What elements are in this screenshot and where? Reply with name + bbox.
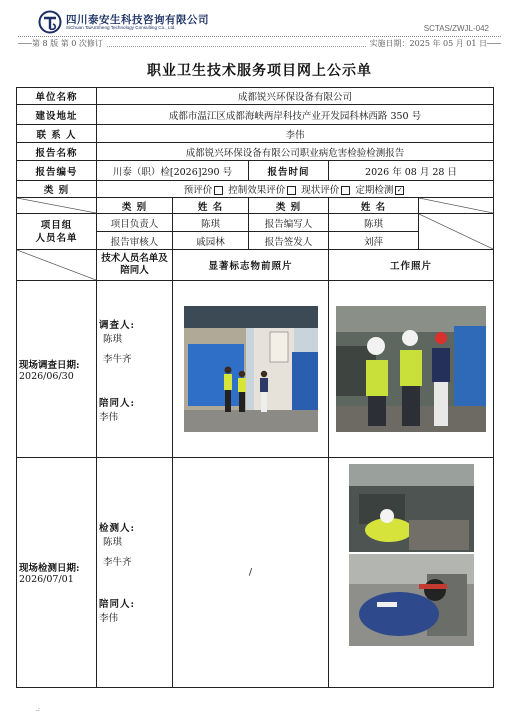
report-name-label: 报告名称 — [17, 143, 97, 161]
investigator-label: 调查人: — [99, 320, 136, 331]
diagonal-cell — [17, 250, 97, 281]
company-logo-icon — [38, 10, 62, 34]
category-options — [97, 181, 494, 198]
company-name-en: SiChuan TaiAnSheng Technology Consulting Co., Ltd. — [66, 25, 176, 30]
inspector-name: 李牛齐 — [103, 557, 132, 568]
team-name: 陈琪 — [173, 214, 249, 232]
revision-line — [18, 38, 501, 49]
category-option-periodic: 定期检测 ✓ — [355, 185, 403, 196]
team-name: 陈琪 — [329, 214, 419, 232]
team-role: 项目负责人 — [97, 214, 173, 232]
work-photo — [349, 464, 474, 552]
report-time-value: 2026 年 08 月 28 日 — [329, 161, 494, 181]
contact-value: 李伟 — [97, 125, 494, 143]
category-label: 类 别 — [17, 181, 97, 198]
inspection-date: 2026/07/01 — [19, 574, 74, 585]
checkbox-checked-icon: ✓ — [396, 186, 403, 194]
landmark-photo — [184, 306, 318, 432]
landmark-photo-header: 显著标志物前照片 — [173, 250, 329, 281]
document-code: SCTAS/ZWJL-042 — [423, 24, 489, 33]
checkbox-icon — [287, 186, 296, 195]
unit-value: 成都锐兴环保设备有限公司 — [97, 88, 494, 105]
team-header-row — [17, 198, 494, 214]
checkbox-icon — [341, 186, 350, 195]
report-no-label: 报告编号 — [17, 161, 97, 181]
effective-date: 实施日期：2025 年 05 月 01 日 — [369, 39, 487, 48]
category-option-control: 控制效果评价 — [228, 185, 298, 196]
work-photo-header: 工作照片 — [329, 250, 494, 281]
revision-text: 第 8 版 第 0 次修订 — [32, 39, 103, 48]
investigator-name: 陈琪 — [103, 334, 123, 345]
team-row — [17, 214, 494, 232]
contact-row — [17, 125, 494, 143]
report-no-row — [17, 161, 494, 181]
team-col-category-2: 类 别 — [249, 198, 329, 214]
inspection-date-cell — [17, 458, 97, 688]
diagonal-cell — [17, 198, 97, 214]
staff-header: 技术人员名单及陪同人 — [97, 250, 173, 281]
inspection-row — [17, 458, 494, 688]
footer-mark: .: — [36, 706, 40, 713]
category-option-status: 现状评价 — [301, 185, 352, 196]
inspector-label: 检测人: — [99, 523, 136, 534]
team-col-category: 类 别 — [97, 198, 173, 214]
escort-name: 李伟 — [99, 613, 119, 624]
report-no-value: 川泰（职）检[2026]290 号 — [97, 161, 249, 181]
team-col-name: 姓 名 — [173, 198, 249, 214]
escort-label: 陪同人: — [99, 599, 136, 610]
address-row — [17, 105, 494, 125]
checkbox-icon — [214, 186, 223, 195]
contact-label: 联 系 人 — [17, 125, 97, 143]
survey-work-photo-cell — [329, 281, 494, 458]
survey-row — [17, 281, 494, 458]
address-label: 建设地址 — [17, 105, 97, 125]
team-col-name-2: 姓 名 — [329, 198, 419, 214]
work-photo — [336, 306, 486, 432]
report-name-row — [17, 143, 494, 161]
page-title: 职业卫生技术服务项目网上公示单 — [147, 63, 372, 79]
notice-table — [16, 87, 494, 688]
team-role: 报告签发人 — [249, 232, 329, 250]
inspection-landmark-cell: / — [173, 458, 329, 688]
company-name-cn: 四川泰安生科技咨询有限公司 — [66, 14, 209, 26]
team-group-label: 项目组 人员名单 — [17, 214, 97, 250]
survey-landmark-photo-cell — [173, 281, 329, 458]
diagonal-cell — [419, 198, 494, 214]
header-divider — [18, 36, 501, 37]
survey-date-cell — [17, 281, 97, 458]
category-row — [17, 181, 494, 198]
unit-row — [17, 88, 494, 105]
team-name: 刘萍 — [329, 232, 419, 250]
escort-name: 李伟 — [99, 412, 119, 423]
survey-date: 2026/06/30 — [19, 370, 74, 382]
unit-label: 单位名称 — [17, 88, 97, 105]
investigator-name: 李牛齐 — [103, 354, 132, 365]
address-value: 成都市温江区成都海峡两岸科技产业开发园科林西路 350 号 — [97, 105, 494, 125]
diagonal-cell — [419, 214, 494, 250]
inspection-date-label: 现场检测日期: — [19, 563, 80, 574]
inspector-name: 陈琪 — [103, 537, 123, 548]
team-name: 戚园林 — [173, 232, 249, 250]
survey-date-label: 现场调查日期: — [19, 359, 80, 371]
photos-header-row — [17, 250, 494, 281]
work-photo — [349, 554, 474, 646]
escort-label: 陪同人: — [99, 398, 136, 409]
survey-staff-cell — [97, 281, 173, 458]
report-name-value: 成都锐兴环保设备有限公司职业病危害检验检测报告 — [97, 143, 494, 161]
inspection-work-photo-cell — [329, 458, 494, 688]
team-role: 报告审核人 — [97, 232, 173, 250]
inspection-staff-cell — [97, 458, 173, 688]
category-option-pre-eval: 预评价 — [184, 185, 226, 196]
team-role: 报告编写人 — [249, 214, 329, 232]
report-time-label: 报告时间 — [249, 161, 329, 181]
